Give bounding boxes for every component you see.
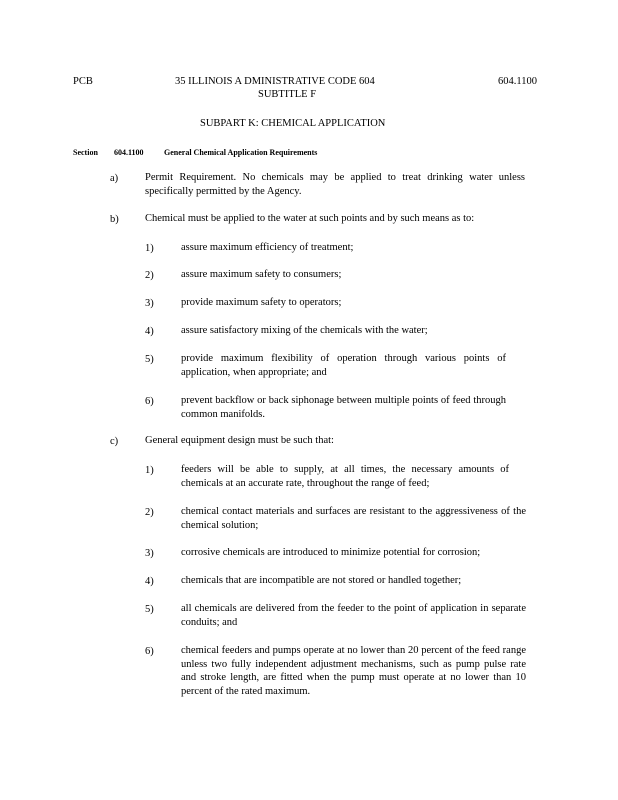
subsection-a-text: Permit Requirement. No chemicals may be applied to treat drinking water unless specifically permitted by the Agency.: [145, 172, 525, 197]
header-right: 604.1100: [498, 76, 537, 87]
b-item-text: assure satisfactory mixing of the chemicals with the water;: [181, 325, 428, 336]
section-title: General Chemical Application Requirements: [164, 148, 318, 157]
b-item-marker: 3): [145, 298, 154, 309]
b-item-text: provide maximum safety to operators;: [181, 297, 342, 308]
c-item-marker: 1): [145, 465, 154, 476]
c-item-text: chemical contact materials and surfaces are resistant to the aggressiveness of the chemical solution;: [181, 506, 526, 531]
c-item-text: chemicals that are incompatible are not stored or handled together;: [181, 575, 462, 586]
b-item-marker: 6): [145, 396, 154, 407]
b-item-text: provide maximum flexibility of operation through various points of application, when appropriate; and: [181, 353, 506, 378]
b-item-text: assure maximum safety to consumers;: [181, 269, 342, 280]
b-item-marker: 1): [145, 243, 154, 254]
subsection-b-marker: b): [110, 214, 119, 225]
c-item-marker: 6): [145, 646, 154, 657]
c-item-marker: 4): [145, 576, 154, 587]
header-left: PCB: [73, 76, 93, 87]
c-item-marker: 2): [145, 507, 154, 518]
subsection-b-text: Chemical must be applied to the water at such points and by such means as to:: [145, 213, 475, 224]
section-label: Section: [73, 148, 98, 157]
subsection-c-text: General equipment design must be such that:: [145, 435, 334, 446]
c-item-marker: 3): [145, 548, 154, 559]
b-item-text: assure maximum efficiency of treatment;: [181, 242, 354, 253]
section-number: 604.1100: [114, 148, 144, 157]
b-item-marker: 5): [145, 354, 154, 365]
c-item-text: feeders will be able to supply, at all times, the necessary amounts of chemicals at an accurate rate, throughout the range of feed;: [181, 464, 509, 489]
c-item-marker: 5): [145, 604, 154, 615]
subsection-a-marker: a): [110, 173, 119, 184]
b-item-marker: 2): [145, 270, 154, 281]
b-item-text: prevent backflow or back siphonage between multiple points of feed through common manifolds.: [181, 395, 506, 420]
c-item-text: chemical feeders and pumps operate at no lower than 20 percent of the feed range unless two fully independent adjustment mechanisms, such as pump pulse rate and stroke length, are fitted when the pump must operate at no lower than 10 percent of the rated maximum.: [181, 645, 526, 697]
c-item-text: corrosive chemicals are introduced to minimize potential for corrosion;: [181, 547, 481, 558]
subsection-c-marker: c): [110, 436, 119, 447]
b-item-marker: 4): [145, 326, 154, 337]
header-title-line1: 35 ILLINOIS A DMINISTRATIVE CODE 604: [175, 76, 375, 87]
header-title-line2: SUBTITLE F: [258, 89, 317, 100]
subpart-title: SUBPART K: CHEMICAL APPLICATION: [200, 118, 386, 129]
c-item-text: all chemicals are delivered from the feeder to the point of application in separate conduits; and: [181, 603, 526, 628]
